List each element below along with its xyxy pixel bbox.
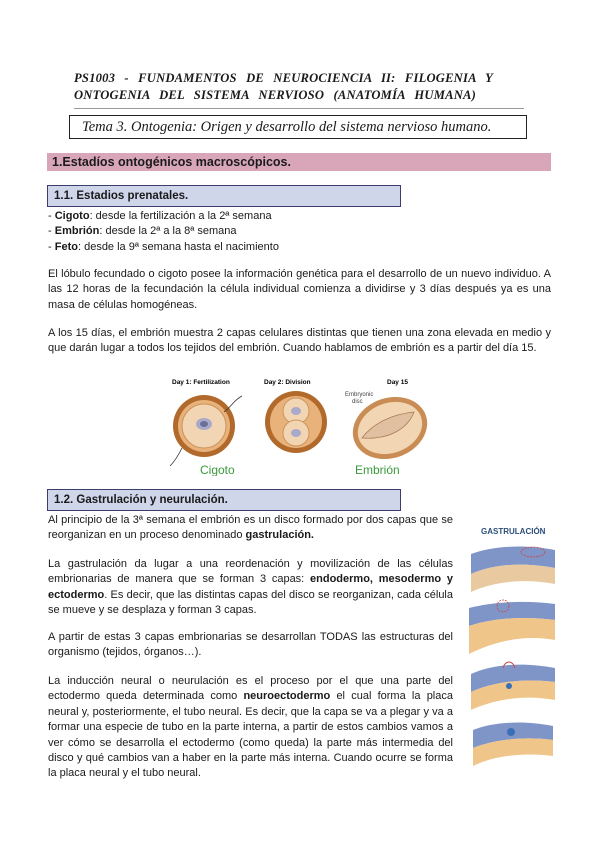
paragraph-gastrulation-intro: Al principio de la 3ª semana el embrión es un disco formado por dos capas que se reorganizan en un proceso denominado gastrulación. xyxy=(48,514,453,542)
caption-embrion: Embrión xyxy=(355,463,400,476)
prenatal-stages-list xyxy=(48,209,279,255)
paragraph-gastrulation-layers: La gastrulación da lugar a una reordenación y movilización de las células embrionarias de manera que se forman 3 capas: endodermo, mesodermo y ectodermo. Es decir, que las distintas capas del disco se reorganizan, cada célula se mueve y se desplaza y forman 3 capas. xyxy=(48,558,453,617)
development-stages-figure xyxy=(162,376,430,476)
gastrulation-stage-1 xyxy=(471,547,555,592)
gastrulation-stage-3 xyxy=(471,662,555,710)
gastrulation-figure xyxy=(463,524,559,774)
label-disc: disc xyxy=(352,399,363,405)
caption-cigoto: Cigoto xyxy=(200,463,235,476)
list-item: - Embrión: desde la 2ª a la 8ª semana xyxy=(48,225,237,238)
label-day15: Day 15 xyxy=(387,379,408,386)
label-embryonic: Embryonic xyxy=(345,392,374,398)
course-header xyxy=(74,70,534,104)
gastrulation-stage-4 xyxy=(473,723,553,766)
label-day2: Day 2: Division xyxy=(264,379,311,386)
course-title-line2: ONTOGENIA DEL SISTEMA NERVIOSO (ANATOMÍA HUMANA) xyxy=(74,88,477,102)
paragraph-neurulation: La inducción neural o neurulación es el proceso por el que una parte del ectodermo queda determinada como neuroectodermo el cual forma la placa neural y, posteriormente, el tubo neural. Es decir, que la capa se va a plegar y va a formar una especie de tubo en la parte interna, a partir de estos cambios vamos a ver cómo se desarrolla el ectodermo (como queda) la parte más intermedia del disco y qué cambios van a haber en la parte más interna. Cuando ocurre se forma la placa neural y el tubo neural. xyxy=(48,675,453,780)
chapter-title: Tema 3. Ontogenia: Origen y desarrollo del sistema nervioso humano. xyxy=(69,115,527,139)
header-divider xyxy=(74,108,524,109)
subsection-heading-1-1: 1.1. Estadios prenatales. xyxy=(47,185,401,207)
two-cell-illustration xyxy=(265,391,327,453)
course-title-line1: PS1003 - FUNDAMENTOS DE NEUROCIENCIA II: FILOGENIA Y xyxy=(74,71,493,85)
list-item: - Feto: desde la 9ª semana hasta el nacimiento xyxy=(48,240,279,253)
zygote-illustration xyxy=(170,395,242,466)
section-heading-1: 1.Estadíos ontogénicos macroscópicos. xyxy=(47,153,551,171)
label-day1: Day 1: Fertilization xyxy=(172,379,230,386)
list-item: - Cigoto: desde la fertilización a la 2ª semana xyxy=(48,210,272,222)
paragraph-structures: A partir de estas 3 capas embrionarias se desarrollan TODAS las estructuras del organismo (tejidos, órganos…). xyxy=(48,631,453,659)
gastrulation-figure-title: GASTRULACIÓN xyxy=(481,527,546,536)
paragraph-zygote: El lóbulo fecundado o cigoto posee la información genética para el desarrollo de un nuevo individuo. A las 12 horas de la fecundación la célula individual comienza a dividirse y 3 días después ya es una masa de células homogéneas. xyxy=(48,268,551,311)
gastrulation-stage-2 xyxy=(469,600,555,654)
paragraph-embryo: A los 15 días, el embrión muestra 2 capas celulares distintas que tienen una zona elevada en medio y que darán lugar a todos los tejidos del embrión. Cuando hablamos de embrión es a partir del día 15. xyxy=(48,327,551,355)
subsection-heading-1-2: 1.2. Gastrulación y neurulación. xyxy=(47,489,401,511)
